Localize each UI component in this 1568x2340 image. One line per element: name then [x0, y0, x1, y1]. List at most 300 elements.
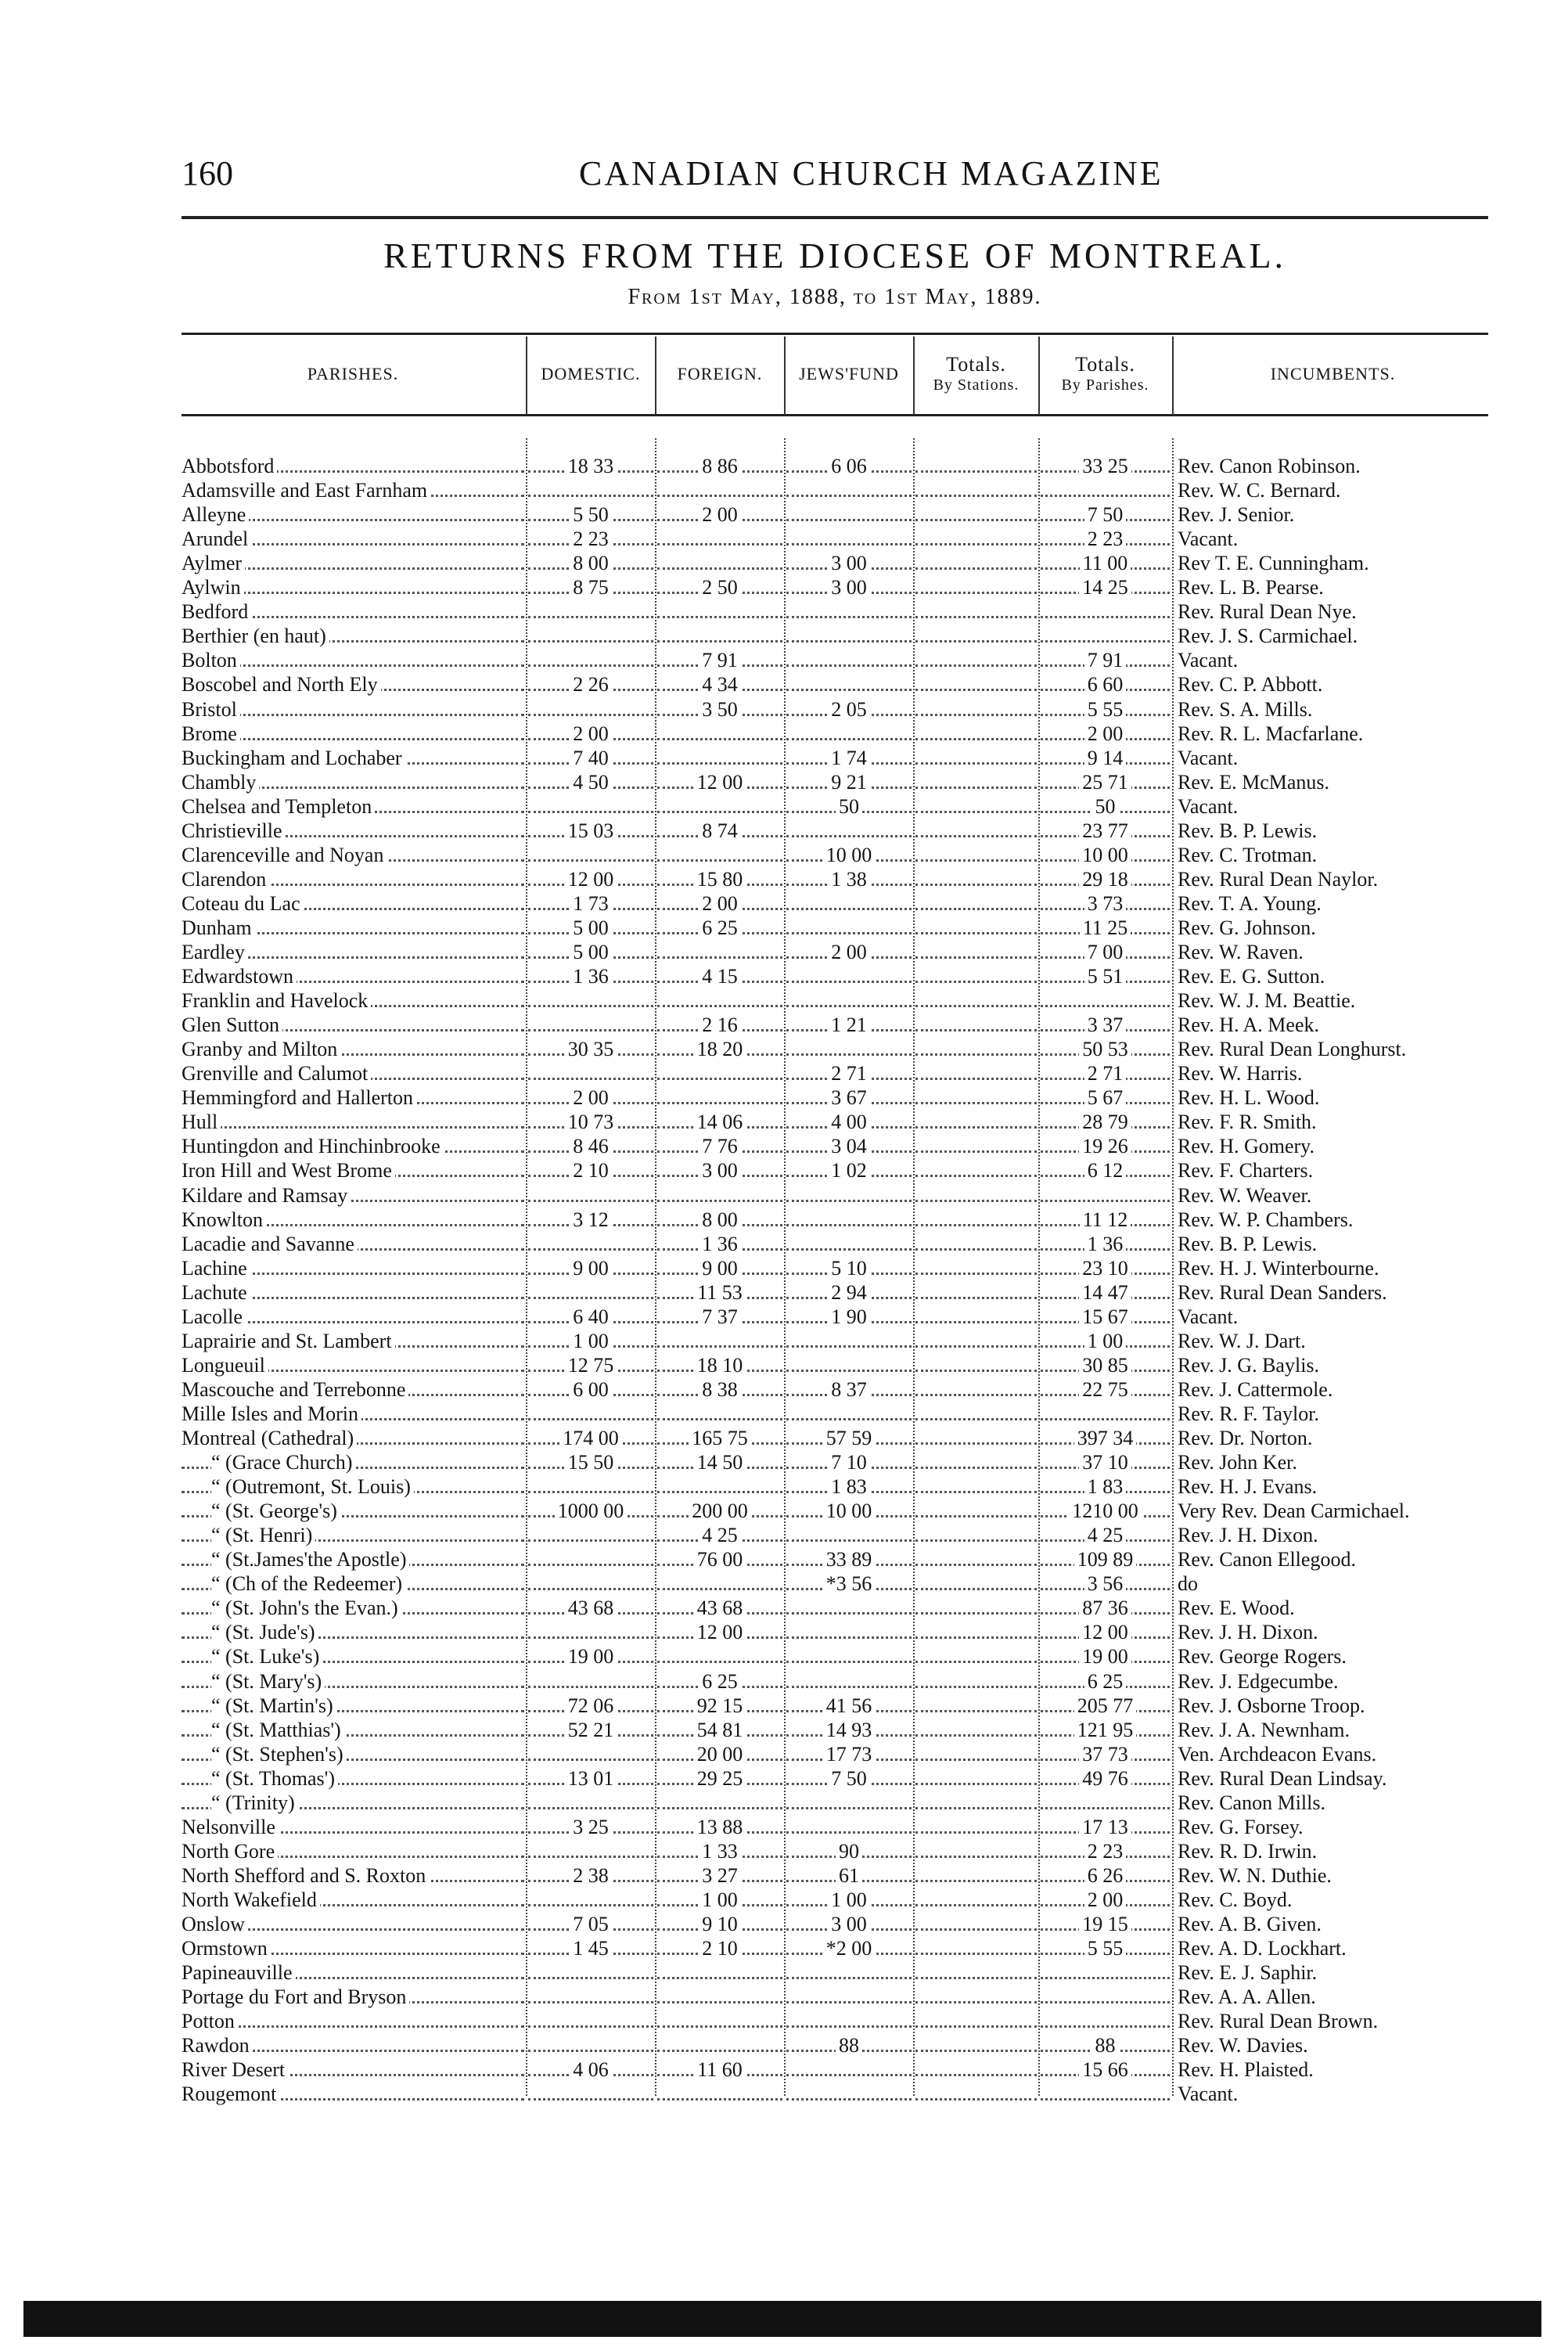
- table-row: [0, 1085, 1568, 1110]
- parish-cell: [182, 1426, 524, 1450]
- parish-cell: [182, 1280, 524, 1305]
- domestic-cell-text: 6 00: [570, 1378, 612, 1401]
- totals-parishes-cell: [1041, 1037, 1170, 1061]
- domestic-cell: [528, 478, 653, 502]
- parish-cell-text: Bolton: [182, 649, 240, 671]
- incumbent-cell-text: Rev. J. Edgecumbe.: [1178, 1669, 1339, 1693]
- totals-parishes-cell-text: 11 12: [1080, 1208, 1131, 1231]
- foreign-cell: [657, 916, 782, 940]
- dot-leader: [657, 1807, 782, 1809]
- domestic-cell-text: 19 00: [565, 1645, 617, 1668]
- dot-leader: [915, 1273, 1037, 1275]
- incumbent-cell: [1178, 454, 1491, 478]
- totals-parishes-cell-text: 23 77: [1079, 819, 1131, 842]
- domestic-cell: [528, 2033, 653, 2057]
- incumbent-cell: [1178, 2057, 1491, 2082]
- domestic-cell-text: 52 21: [565, 1719, 617, 1741]
- parish-cell-text: Chelsea and Templeton: [182, 795, 375, 818]
- parish-cell: [182, 1232, 524, 1256]
- totals-stations-cell: [915, 1694, 1037, 1718]
- foreign-cell: [657, 1013, 782, 1037]
- table-row: [0, 1815, 1568, 1839]
- totals-parishes-cell: [1041, 722, 1170, 746]
- totals-stations-cell: [915, 794, 1037, 819]
- foreign-cell-text: 1 33: [699, 1840, 741, 1863]
- totals-parishes-cell: [1041, 1815, 1170, 1839]
- parish-cell-text: Coteau du Lac: [182, 892, 304, 915]
- totals-parishes-cell: [1041, 2033, 1170, 2057]
- totals-stations-cell: [915, 648, 1037, 672]
- domestic-cell: [528, 1134, 653, 1158]
- foreign-cell-text: 2 16: [699, 1013, 741, 1036]
- jews-fund-cell: [786, 2057, 912, 2082]
- dot-leader: [786, 640, 912, 643]
- foreign-cell-text: 18 20: [694, 1038, 746, 1060]
- parish-cell-text: “ (St. Henri): [211, 1524, 315, 1546]
- table-row: [0, 1305, 1568, 1329]
- incumbent-cell: [1178, 1208, 1491, 1232]
- jews-fund-cell: [786, 575, 912, 599]
- foreign-cell: [657, 1353, 782, 1377]
- foreign-cell: [657, 1061, 782, 1085]
- totals-parishes-cell: [1041, 624, 1170, 648]
- table-row: [0, 964, 1568, 988]
- parish-cell-text: Ormstown: [182, 1937, 271, 1960]
- dot-leader: [786, 1053, 912, 1056]
- col-header-domestic-label: DOMESTIC.: [541, 363, 641, 383]
- foreign-cell: [657, 575, 782, 599]
- totals-parishes-cell-text: 397 34: [1074, 1427, 1137, 1449]
- col-header-incumbents-label: INCUMBENTS.: [1270, 363, 1396, 383]
- totals-stations-cell: [915, 770, 1037, 794]
- incumbent-cell-text: Rev. E. G. Sutton.: [1178, 965, 1325, 988]
- domestic-cell: [528, 1426, 653, 1450]
- parish-cell-text: Lacadie and Savanne: [182, 1233, 358, 1255]
- foreign-cell-text: 9 10: [699, 1913, 741, 1935]
- col-header-totals-parishes-sub: By Parishes.: [1061, 376, 1149, 394]
- parish-cell-text: North Shefford and S. Roxton: [182, 1864, 429, 1887]
- parish-cell-text: Iron Hill and West Brome: [182, 1159, 395, 1182]
- incumbent-cell: [1178, 1305, 1491, 1329]
- incumbent-cell-text: Rev. W. Harris.: [1178, 1062, 1303, 1085]
- totals-parishes-cell: [1041, 1912, 1170, 1936]
- totals-parishes-cell: [1041, 2009, 1170, 2033]
- totals-parishes-cell-text: 14 25: [1079, 576, 1131, 599]
- incumbent-cell-text: Rev. A. D. Lockhart.: [1178, 1937, 1347, 1960]
- foreign-cell: [657, 551, 782, 575]
- dot-leader: [657, 1005, 782, 1007]
- incumbent-cell: [1178, 1985, 1491, 2009]
- totals-parishes-cell-text: 3 56: [1084, 1572, 1127, 1595]
- incumbent-cell: [1178, 1426, 1491, 1450]
- jews-fund-cell: [786, 916, 912, 940]
- totals-stations-cell: [915, 2033, 1037, 2057]
- domestic-cell-text: 1000 00: [555, 1499, 628, 1522]
- incumbent-cell-text: Rev. J. Osborne Troop.: [1178, 1694, 1365, 1717]
- parish-cell-text: “ (St. Stephen's): [211, 1743, 347, 1766]
- domestic-cell: [528, 1208, 653, 1232]
- totals-stations-cell: [915, 1499, 1037, 1523]
- dot-leader: [657, 567, 782, 570]
- parish-cell-text: Onslow: [182, 1913, 248, 1935]
- domestic-cell-text: 8 00: [570, 552, 612, 574]
- totals-parishes-cell-text: 109 89: [1074, 1548, 1137, 1571]
- table-row: [0, 527, 1568, 551]
- totals-stations-cell: [915, 867, 1037, 891]
- domestic-cell: [528, 1329, 653, 1353]
- totals-parishes-cell-text: 5 55: [1084, 1937, 1127, 1960]
- parish-cell: [182, 1936, 524, 1960]
- totals-parishes-cell: [1041, 1547, 1170, 1571]
- jews-fund-cell-text: 1 38: [828, 868, 870, 891]
- dot-leader: [915, 1686, 1037, 1688]
- totals-parishes-cell: [1041, 1718, 1170, 1742]
- dot-leader: [786, 932, 912, 934]
- totals-parishes-cell-text: 3 37: [1084, 1013, 1127, 1036]
- foreign-cell: [657, 1644, 782, 1669]
- totals-stations-cell: [915, 1839, 1037, 1863]
- totals-parishes-cell: [1041, 1499, 1170, 1523]
- incumbent-cell: [1178, 891, 1491, 916]
- incumbent-cell-text: Vacant.: [1178, 2083, 1239, 2106]
- parish-cell-text: “ (Outremont, St. Louis): [211, 1475, 414, 1498]
- incumbent-cell: [1178, 988, 1491, 1013]
- dot-leader: [528, 1297, 653, 1299]
- dot-leader: [786, 1807, 912, 1809]
- parish-cell: [182, 478, 524, 502]
- jews-fund-cell: [786, 1936, 912, 1960]
- col-header-foreign-label: FOREIGN.: [677, 363, 763, 383]
- foreign-cell-text: 2 10: [699, 1937, 741, 1960]
- jews-fund-cell: [786, 1960, 912, 1985]
- parish-cell-text: North Gore: [182, 1840, 278, 1863]
- parish-cell: [182, 964, 524, 988]
- totals-parishes-cell: [1041, 1085, 1170, 1110]
- dot-leader: [528, 1200, 653, 1202]
- incumbent-cell: [1178, 1474, 1491, 1499]
- col-header-totals-stations: [915, 337, 1037, 411]
- totals-stations-cell: [915, 1232, 1037, 1256]
- foreign-cell: [657, 599, 782, 624]
- parish-cell-text: Montreal (Cathedral): [182, 1427, 357, 1449]
- table-row: [0, 1718, 1568, 1742]
- incumbent-cell-text: Rev. F. R. Smith.: [1178, 1111, 1317, 1134]
- incumbent-cell-text: Rev. Rural Dean Naylor.: [1178, 867, 1379, 891]
- table-row: [0, 2009, 1568, 2033]
- domestic-cell: [528, 648, 653, 672]
- totals-parishes-cell-text: 1 36: [1084, 1233, 1127, 1255]
- foreign-cell-text: 3 50: [699, 698, 741, 721]
- dot-leader: [528, 1078, 653, 1080]
- totals-parishes-cell-text: 17 13: [1079, 1816, 1131, 1838]
- totals-stations-cell: [915, 988, 1037, 1013]
- dot-leader: [1041, 640, 1170, 643]
- col-divider: [1172, 337, 1174, 415]
- dot-leader: [786, 1612, 912, 1615]
- incumbent-cell: [1178, 770, 1491, 794]
- totals-parishes-cell-text: 12 00: [1079, 1621, 1131, 1643]
- dot-leader: [915, 1126, 1037, 1129]
- totals-parishes-cell-text: 87 36: [1079, 1597, 1131, 1619]
- dot-leader: [528, 1539, 653, 1542]
- domestic-cell-text: 8 75: [570, 576, 612, 599]
- totals-stations-cell: [915, 916, 1037, 940]
- jews-fund-cell: [786, 1571, 912, 1596]
- incumbent-cell: [1178, 599, 1491, 624]
- table-row: [0, 1183, 1568, 1208]
- totals-stations-cell: [915, 502, 1037, 527]
- parish-cell: [182, 648, 524, 672]
- parish-cell: [182, 1863, 524, 1888]
- totals-parishes-cell: [1041, 1960, 1170, 1985]
- domestic-cell-text: 13 01: [565, 1767, 617, 1790]
- parish-cell-text: Hemmingford and Hallerton: [182, 1086, 416, 1109]
- table-row: [0, 1402, 1568, 1426]
- incumbent-cell: [1178, 648, 1491, 672]
- domestic-cell: [528, 599, 653, 624]
- parish-cell-text: “ (St. Matthias'): [211, 1719, 344, 1741]
- totals-parishes-cell-text: 19 00: [1079, 1645, 1131, 1668]
- jews-fund-cell-text: 7 10: [828, 1451, 870, 1474]
- jews-fund-cell: [786, 478, 912, 502]
- table-row: [0, 1280, 1568, 1305]
- dot-leader: [786, 664, 912, 667]
- parish-cell: [182, 1353, 524, 1377]
- totals-stations-cell: [915, 1791, 1037, 1815]
- jews-fund-cell: [786, 1110, 912, 1134]
- parish-cell: [182, 1596, 524, 1620]
- dot-leader: [915, 1442, 1037, 1445]
- parish-cell: [182, 697, 524, 722]
- totals-parishes-cell: [1041, 599, 1170, 624]
- jews-fund-cell-text: 3 04: [828, 1135, 870, 1157]
- dot-leader: [915, 835, 1037, 837]
- jews-fund-cell: [786, 1742, 912, 1766]
- parish-cell: [182, 1571, 524, 1596]
- incumbent-cell-text: Rev. Canon Mills.: [1178, 1791, 1325, 1814]
- incumbent-cell: [1178, 1839, 1491, 1863]
- table-row: [0, 1620, 1568, 1644]
- incumbent-cell-text: Rev. C. Trotman.: [1178, 843, 1318, 866]
- dot-leader: [915, 811, 1037, 813]
- totals-stations-cell: [915, 1134, 1037, 1158]
- jews-fund-cell: [786, 648, 912, 672]
- incumbent-cell: [1178, 1644, 1491, 1669]
- incumbent-cell-text: Rev. Rural Dean Nye.: [1178, 600, 1357, 624]
- incumbent-cell-text: Rev. T. A. Young.: [1178, 891, 1322, 915]
- dot-leader: [1041, 2025, 1170, 2028]
- table-row: [0, 1061, 1568, 1085]
- incumbent-cell-text: Rev. L. B. Pearse.: [1178, 576, 1324, 599]
- jews-fund-cell-text: 1 83: [828, 1475, 870, 1498]
- foreign-cell: [657, 1426, 782, 1450]
- dot-leader: [786, 2074, 912, 2076]
- foreign-cell-text: 6 25: [699, 1670, 741, 1693]
- col-header-jews-fund-label: JEWS'FUND: [799, 363, 899, 383]
- domestic-cell: [528, 1085, 653, 1110]
- table-row: [0, 1377, 1568, 1402]
- foreign-cell-text: 14 06: [694, 1111, 746, 1133]
- jews-fund-cell: [786, 1280, 912, 1305]
- parish-cell: [182, 575, 524, 599]
- jews-fund-cell: [786, 1134, 912, 1158]
- foreign-cell: [657, 1450, 782, 1474]
- incumbent-cell: [1178, 478, 1491, 502]
- domestic-cell: [528, 1037, 653, 1061]
- table-row: [0, 1158, 1568, 1183]
- dot-leader: [915, 2098, 1037, 2101]
- incumbent-cell: [1178, 1134, 1491, 1158]
- totals-stations-cell: [915, 1474, 1037, 1499]
- domestic-cell: [528, 1985, 653, 2009]
- totals-stations-cell: [915, 1037, 1037, 1061]
- table-row: [0, 770, 1568, 794]
- table-row: [0, 1596, 1568, 1620]
- table-row: [0, 1353, 1568, 1377]
- dot-leader: [915, 1783, 1037, 1785]
- parish-cell-text: “ (St. John's the Evan.): [211, 1597, 401, 1619]
- foreign-cell-text: 7 76: [699, 1135, 741, 1157]
- domestic-cell: [528, 1280, 653, 1305]
- col-header-totals-parishes: [1041, 337, 1170, 411]
- dot-leader: [786, 835, 912, 837]
- incumbent-cell: [1178, 1523, 1491, 1547]
- totals-parishes-cell: [1041, 1474, 1170, 1499]
- jews-fund-cell: [786, 819, 912, 843]
- totals-stations-cell: [915, 1110, 1037, 1134]
- dot-leader: [915, 1904, 1037, 1906]
- jews-fund-cell: [786, 1863, 912, 1888]
- foreign-cell-text: 11 60: [694, 2058, 746, 2081]
- parish-cell-text: Longueuil: [182, 1354, 268, 1377]
- incumbent-cell-text: Rev. H. L. Wood.: [1178, 1086, 1320, 1110]
- dot-leader: [528, 2025, 653, 2028]
- domestic-cell: [528, 1571, 653, 1596]
- dot-leader: [657, 1977, 782, 1979]
- domestic-cell-text: 12 00: [565, 868, 617, 891]
- parish-cell-text: Clarendon: [182, 868, 269, 891]
- table-row: [0, 1912, 1568, 1936]
- incumbent-cell: [1178, 1450, 1491, 1474]
- dot-leader: [1041, 1005, 1170, 1007]
- dot-leader: [786, 2001, 912, 2003]
- incumbent-cell: [1178, 697, 1491, 722]
- dot-leader: [915, 1710, 1037, 1712]
- jews-fund-cell-text: 1 21: [828, 1013, 870, 1036]
- domestic-cell: [528, 1669, 653, 1694]
- parish-cell: [182, 1450, 524, 1474]
- dot-leader: [657, 1661, 782, 1663]
- parish-cell: [182, 2009, 524, 2033]
- dot-leader: [786, 908, 912, 910]
- totals-stations-cell: [915, 1061, 1037, 1085]
- foreign-cell: [657, 1815, 782, 1839]
- totals-parishes-cell-text: 15 67: [1079, 1305, 1131, 1328]
- incumbent-cell-text: Rev. G. Forsey.: [1178, 1815, 1304, 1838]
- totals-stations-cell: [915, 1353, 1037, 1377]
- domestic-cell: [528, 819, 653, 843]
- incumbent-cell: [1178, 1620, 1491, 1644]
- totals-parishes-cell-text: 15 66: [1079, 2058, 1131, 2081]
- foreign-cell: [657, 794, 782, 819]
- parish-cell: [182, 1061, 524, 1085]
- domestic-cell: [528, 964, 653, 988]
- jews-fund-cell: [786, 1061, 912, 1085]
- totals-stations-cell: [915, 1280, 1037, 1305]
- totals-parishes-cell-text: 1 83: [1084, 1475, 1127, 1498]
- totals-parishes-cell: [1041, 1620, 1170, 1644]
- table-row: [0, 1644, 1568, 1669]
- dot-leader: [915, 2074, 1037, 2076]
- incumbent-cell: [1178, 1742, 1491, 1766]
- header-bottom-rule: [182, 414, 1488, 416]
- domestic-cell: [528, 454, 653, 478]
- page-number: 160: [182, 154, 233, 193]
- domestic-cell: [528, 551, 653, 575]
- table-row: [0, 1839, 1568, 1863]
- incumbent-cell: [1178, 867, 1491, 891]
- totals-parishes-cell: [1041, 551, 1170, 575]
- totals-parishes-cell-text: 7 50: [1084, 503, 1127, 526]
- foreign-cell-text: 2 00: [699, 503, 741, 526]
- dot-leader: [915, 1321, 1037, 1323]
- parish-cell-text: Huntingdon and Hinchinbrooke: [182, 1135, 444, 1157]
- domestic-cell: [528, 1936, 653, 1960]
- totals-parishes-cell-text: 50: [1092, 795, 1119, 818]
- totals-parishes-cell: [1041, 1013, 1170, 1037]
- domestic-cell: [528, 1158, 653, 1183]
- foreign-cell: [657, 1377, 782, 1402]
- totals-parishes-cell-text: 28 79: [1079, 1111, 1131, 1133]
- incumbent-cell-text: Rev. J. Senior.: [1178, 503, 1295, 527]
- dot-leader: [528, 1588, 653, 1590]
- incumbent-cell: [1178, 1863, 1491, 1888]
- parish-cell: [182, 551, 524, 575]
- foreign-cell: [657, 746, 782, 770]
- dot-leader: [657, 2025, 782, 2028]
- col-divider: [526, 337, 527, 415]
- jews-fund-cell-text: 41 56: [823, 1694, 876, 1717]
- table-row: [0, 843, 1568, 867]
- totals-stations-cell: [915, 1936, 1037, 1960]
- foreign-cell: [657, 843, 782, 867]
- parish-cell-text: Arundel: [182, 527, 251, 550]
- scan-edge-bar: [23, 2301, 1541, 2337]
- jews-fund-cell-text: 5 10: [828, 1257, 870, 1280]
- domestic-cell: [528, 502, 653, 527]
- incumbent-cell-text: Rev. R. D. Irwin.: [1178, 1839, 1318, 1863]
- col-header-jews-fund: [786, 337, 912, 411]
- dot-leader: [786, 543, 912, 545]
- incumbent-cell: [1178, 819, 1491, 843]
- totals-stations-cell: [915, 1256, 1037, 1280]
- incumbent-cell-text: Rev. W. P. Chambers.: [1178, 1208, 1354, 1231]
- domestic-cell: [528, 1305, 653, 1329]
- dot-leader: [528, 859, 653, 862]
- totals-parishes-cell: [1041, 527, 1170, 551]
- foreign-cell-text: 11 53: [694, 1281, 746, 1304]
- incumbent-cell: [1178, 1571, 1491, 1596]
- parish-cell-text: “ (Trinity): [211, 1791, 298, 1814]
- parish-cell: [182, 1474, 524, 1499]
- domestic-cell: [528, 1644, 653, 1669]
- parish-cell-text: Franklin and Havelock: [182, 989, 371, 1012]
- incumbent-cell-text: Rev. C. Boyd.: [1178, 1888, 1293, 1911]
- domestic-cell: [528, 1353, 653, 1377]
- totals-parishes-cell: [1041, 988, 1170, 1013]
- totals-parishes-cell: [1041, 1596, 1170, 1620]
- dot-leader: [915, 932, 1037, 934]
